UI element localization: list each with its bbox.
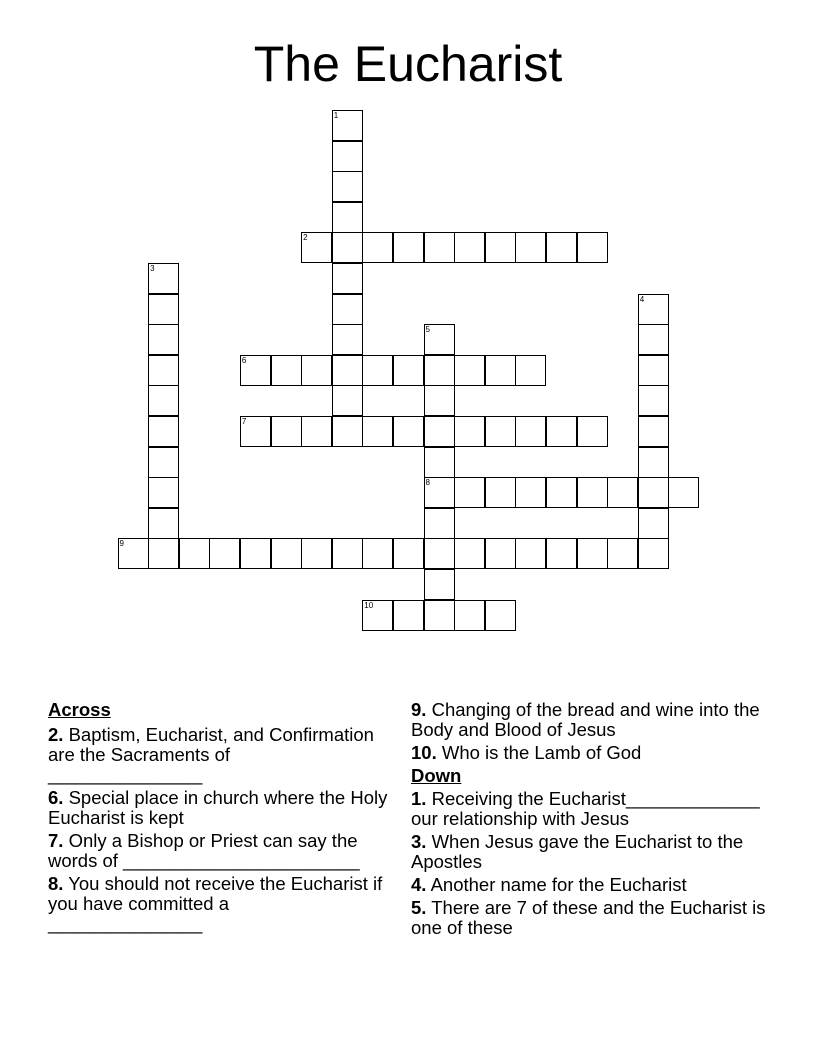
grid-cell[interactable] (638, 355, 669, 386)
clue-text: You should not receive the Eucharist if you have committed a _______________ (48, 873, 383, 934)
grid-cell[interactable] (638, 508, 669, 539)
cell-number: 10 (364, 600, 374, 610)
grid-cell[interactable] (240, 355, 271, 386)
clue-down-1 (411, 789, 771, 829)
grid-cell[interactable] (424, 477, 455, 508)
grid-cell[interactable] (179, 538, 210, 569)
grid-cell[interactable] (485, 477, 516, 508)
grid-cell[interactable] (424, 538, 455, 569)
grid-cell[interactable] (424, 600, 455, 631)
clue-text: Who is the Lamb of God (441, 742, 642, 763)
clue-text: When Jesus gave the Eucharist to the Apostles (411, 831, 744, 872)
clue-number: 7. (48, 830, 64, 851)
grid-cell[interactable] (362, 416, 393, 447)
grid-cell[interactable] (577, 416, 608, 447)
grid-cell[interactable] (393, 355, 424, 386)
clue-number: 9. (411, 699, 427, 720)
clue-text: Changing of the bread and wine into the Body and Blood of Jesus (411, 699, 760, 740)
clue-across-6 (48, 788, 388, 828)
clue-across-7 (48, 831, 388, 871)
cell-number: 4 (639, 294, 645, 304)
grid-cell[interactable] (301, 355, 332, 386)
grid-cell[interactable] (362, 232, 393, 263)
grid-cell[interactable] (148, 538, 179, 569)
grid-cell[interactable] (515, 477, 546, 508)
grid-cell[interactable] (148, 385, 179, 416)
grid-cell[interactable] (362, 355, 393, 386)
grid-cell[interactable] (454, 538, 485, 569)
grid-cell[interactable] (240, 538, 271, 569)
grid-cell[interactable] (424, 508, 455, 539)
grid-cell[interactable] (454, 416, 485, 447)
grid-cell[interactable] (638, 385, 669, 416)
grid-cell[interactable] (148, 324, 179, 355)
clue-text: Only a Bishop or Priest can say the words of _______________________ (48, 830, 360, 871)
grid-cell[interactable] (240, 416, 271, 447)
grid-cell[interactable] (424, 416, 455, 447)
cell-number: 9 (119, 539, 124, 549)
grid-cell[interactable] (332, 171, 363, 202)
grid-cell[interactable] (148, 416, 179, 447)
grid-cell[interactable] (271, 538, 302, 569)
grid-cell[interactable] (638, 416, 669, 447)
grid-cell[interactable] (393, 416, 424, 447)
grid-cell[interactable] (546, 232, 577, 263)
grid-cell[interactable] (148, 355, 179, 386)
clue-number: 8. (48, 873, 64, 894)
grid-cell[interactable] (393, 232, 424, 263)
grid-cell[interactable] (148, 477, 179, 508)
grid-cell[interactable] (577, 538, 608, 569)
cell-number: 6 (241, 355, 247, 365)
clue-number: 5. (411, 897, 427, 918)
grid-cell[interactable] (546, 416, 577, 447)
grid-cell[interactable] (332, 232, 363, 263)
clue-across-2 (48, 725, 388, 785)
grid-cell[interactable] (577, 232, 608, 263)
grid-cell[interactable] (332, 538, 363, 569)
grid-cell[interactable] (271, 416, 302, 447)
grid-cell[interactable] (301, 538, 332, 569)
grid-cell[interactable] (515, 416, 546, 447)
grid-cell[interactable] (301, 232, 332, 263)
grid-cell[interactable] (638, 538, 669, 569)
grid-cell[interactable] (393, 538, 424, 569)
grid-cell[interactable] (638, 477, 669, 508)
grid-cell[interactable] (485, 232, 516, 263)
grid-cell[interactable] (485, 600, 516, 631)
grid-cell[interactable] (607, 538, 638, 569)
grid-cell[interactable] (454, 232, 485, 263)
grid-cell[interactable] (546, 477, 577, 508)
grid-cell[interactable] (332, 416, 363, 447)
clue-text: Another name for the Eucharist (430, 874, 687, 895)
clue-number: 1. (411, 788, 427, 809)
grid-cell[interactable] (546, 538, 577, 569)
grid-cell[interactable] (332, 110, 363, 141)
grid-cell[interactable] (148, 508, 179, 539)
grid-cell[interactable] (424, 569, 455, 600)
grid-cell[interactable] (332, 141, 363, 172)
grid-cell[interactable] (638, 294, 669, 325)
clue-number: 2. (48, 724, 64, 745)
grid-cell[interactable] (515, 232, 546, 263)
grid-cell[interactable] (148, 294, 179, 325)
cell-number: 2 (303, 233, 308, 243)
clue-number: 4. (411, 874, 427, 895)
clue-across-8 (48, 874, 388, 934)
cell-number: 8 (425, 478, 430, 488)
down-heading: Down (411, 765, 462, 786)
grid-cell[interactable] (332, 263, 363, 294)
grid-cell[interactable] (638, 324, 669, 355)
grid-cell[interactable] (332, 294, 363, 325)
grid-cell[interactable] (362, 600, 393, 631)
grid-cell[interactable] (424, 232, 455, 263)
clue-across-10 (411, 743, 771, 763)
grid-cell[interactable] (424, 355, 455, 386)
grid-cell[interactable] (485, 355, 516, 386)
grid-cell[interactable] (332, 355, 363, 386)
grid-cell[interactable] (148, 447, 179, 478)
clue-down-3 (411, 832, 771, 872)
clue-text: There are 7 of these and the Eucharist is one of these (411, 897, 766, 938)
puzzle-title: The Eucharist (253, 36, 563, 92)
grid-cell[interactable] (515, 355, 546, 386)
clue-text: Baptism, Eucharist, and Confirmation are the Sacraments of _______________ (48, 724, 374, 785)
grid-cell[interactable] (393, 600, 424, 631)
grid-cell[interactable] (668, 477, 699, 508)
grid-cell[interactable] (332, 324, 363, 355)
grid-cell[interactable] (454, 477, 485, 508)
clue-across-9 (411, 700, 771, 740)
grid-cell[interactable] (607, 477, 638, 508)
clue-down-5 (411, 898, 771, 938)
across-heading: Across (48, 699, 111, 720)
grid-cell[interactable] (424, 385, 455, 416)
cell-number: 3 (150, 264, 155, 273)
clue-text: Special place in church where the Holy Eucharist is kept (48, 787, 388, 828)
clue-number: 3. (411, 831, 427, 852)
grid-cell[interactable] (424, 447, 455, 478)
clue-text: Receiving the Eucharist_____________ our relationship with Jesus (411, 788, 760, 829)
clue-down-4 (411, 875, 771, 895)
grid-cell[interactable] (209, 538, 240, 569)
grid-cell[interactable] (454, 355, 485, 386)
grid-cell[interactable] (515, 538, 546, 569)
cell-number: 5 (425, 325, 430, 335)
grid-cell[interactable] (638, 447, 669, 478)
grid-cell[interactable] (362, 538, 393, 569)
grid-cell[interactable] (485, 538, 516, 569)
grid-cell[interactable] (454, 600, 485, 631)
cell-number: 1 (333, 111, 339, 120)
clues-right-column (411, 700, 771, 941)
grid-cell[interactable] (118, 538, 149, 569)
grid-cell[interactable] (301, 416, 332, 447)
grid-cell[interactable] (148, 263, 179, 294)
grid-cell[interactable] (577, 477, 608, 508)
grid-cell[interactable] (332, 385, 363, 416)
clues-left-column (48, 700, 388, 937)
cell-number: 7 (241, 417, 247, 426)
grid-cell[interactable] (271, 355, 302, 386)
grid-cell[interactable] (332, 202, 363, 233)
clue-number: 6. (48, 787, 64, 808)
grid-cell[interactable] (424, 324, 455, 355)
grid-cell[interactable] (485, 416, 516, 447)
clue-number: 10. (411, 742, 437, 763)
